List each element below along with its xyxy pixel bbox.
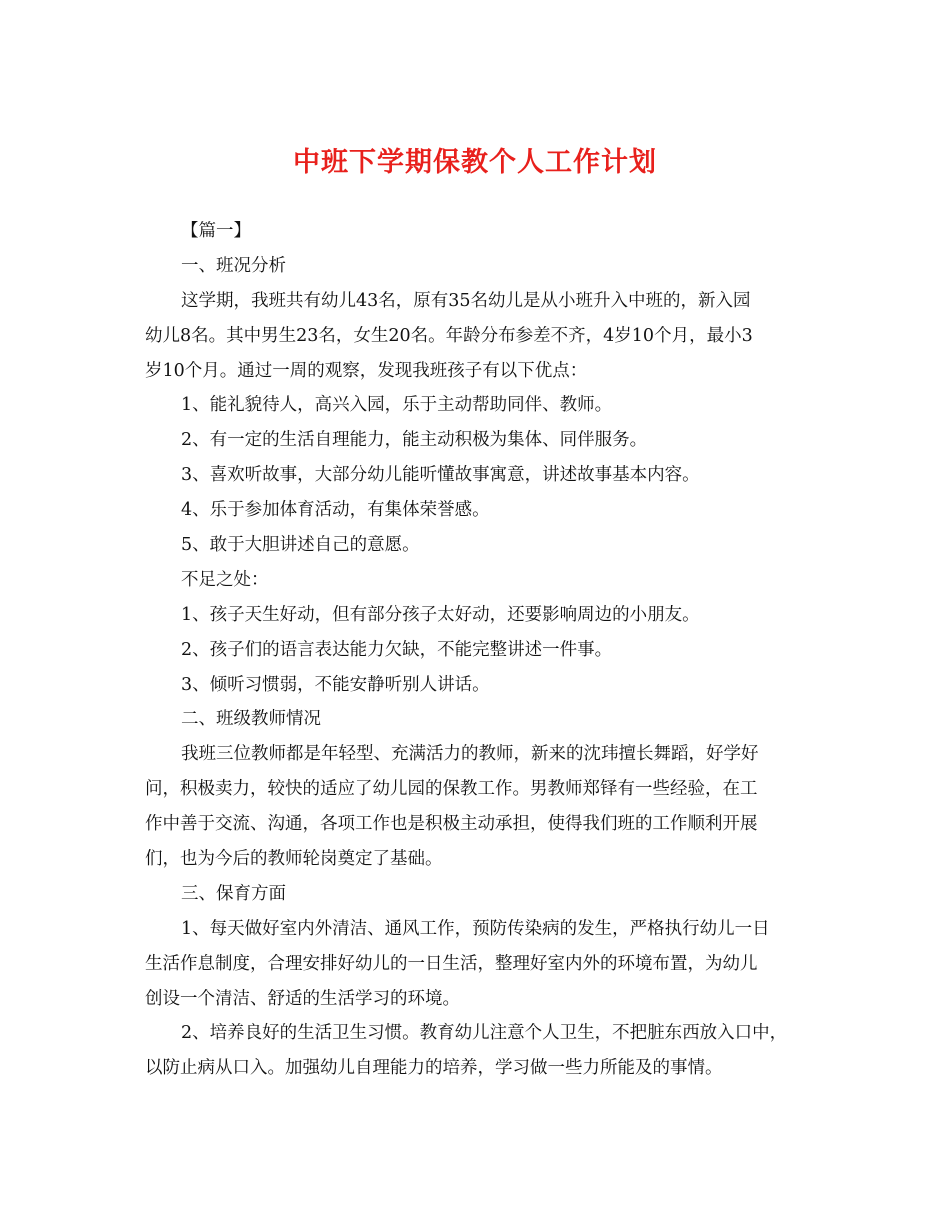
list-item: 3、倾听习惯弱，不能安静听别人讲话。 [181,674,490,695]
list-item: 2、孩子们的语言表达能力欠缺，不能完整讲述一件事。 [181,639,613,660]
paragraph-line: 这学期，我班共有幼儿43名，原有35名幼儿是从小班升入中班的，新入园 [181,290,751,311]
paragraph-line: 幼儿8名。其中男生23名，女生20名。年龄分布参差不齐，4岁10个月，最小3 [145,325,753,346]
paragraph-line: 作中善于交流、沟通，各项工作也是积极主动承担，使得我们班的工作顺利开展 [145,814,758,835]
paragraph-line: 以防止病从口入。加强幼儿自理能力的培养，学习做一些力所能及的事情。 [145,1058,723,1079]
document-body [145,214,810,1086]
paragraph-line: 生活作息制度，合理安排好幼儿的一日生活，整理好室内外的环境布置，为幼儿 [145,953,758,974]
section-heading-teachers: 二、班级教师情况 [181,709,321,730]
subheading-shortcomings: 不足之处： [181,569,269,590]
section-heading-care: 三、保育方面 [181,883,286,904]
paragraph-line: 2、培养良好的生活卫生习惯。教育幼儿注意个人卫生，不把脏东西放入口中， [181,1023,788,1044]
document-title: 中班下学期保教个人工作计划 [293,147,657,178]
paragraph-line: 岁10个月。通过一周的观察，发现我班孩子有以下优点： [145,360,588,381]
list-item: 1、孩子天生好动，但有部分孩子太好动，还要影响周边的小朋友。 [181,604,700,625]
paragraph-line: 我班三位教师都是年轻型、充满活力的教师，新来的沈玮擅长舞蹈，好学好 [181,744,759,765]
paragraph-line: 1、每天做好室内外清洁、通风工作，预防传染病的发生，严格执行幼儿一日 [181,918,770,939]
section-label: 【篇一】 [181,221,251,241]
list-item: 1、能礼貌待人，高兴入园，乐于主动帮助同伴、教师。 [181,395,613,416]
paragraph-line: 创设一个清洁、舒适的生活学习的环境。 [145,988,460,1009]
paragraph-line: 们，也为今后的教师轮岗奠定了基础。 [145,849,443,870]
list-item: 3、喜欢听故事，大部分幼儿能听懂故事寓意，讲述故事基本内容。 [181,465,700,486]
section-heading-class-analysis: 一、班况分析 [181,255,286,276]
paragraph-line: 问，积极卖力，较快的适应了幼儿园的保教工作。男教师郑铎有一些经验，在工 [145,779,758,800]
list-item: 4、乐于参加体育活动，有集体荣誉感。 [181,500,490,521]
list-item: 2、有一定的生活自理能力，能主动积极为集体、同伴服务。 [181,430,648,451]
list-item: 5、敢于大胆讲述自己的意愿。 [181,535,420,556]
